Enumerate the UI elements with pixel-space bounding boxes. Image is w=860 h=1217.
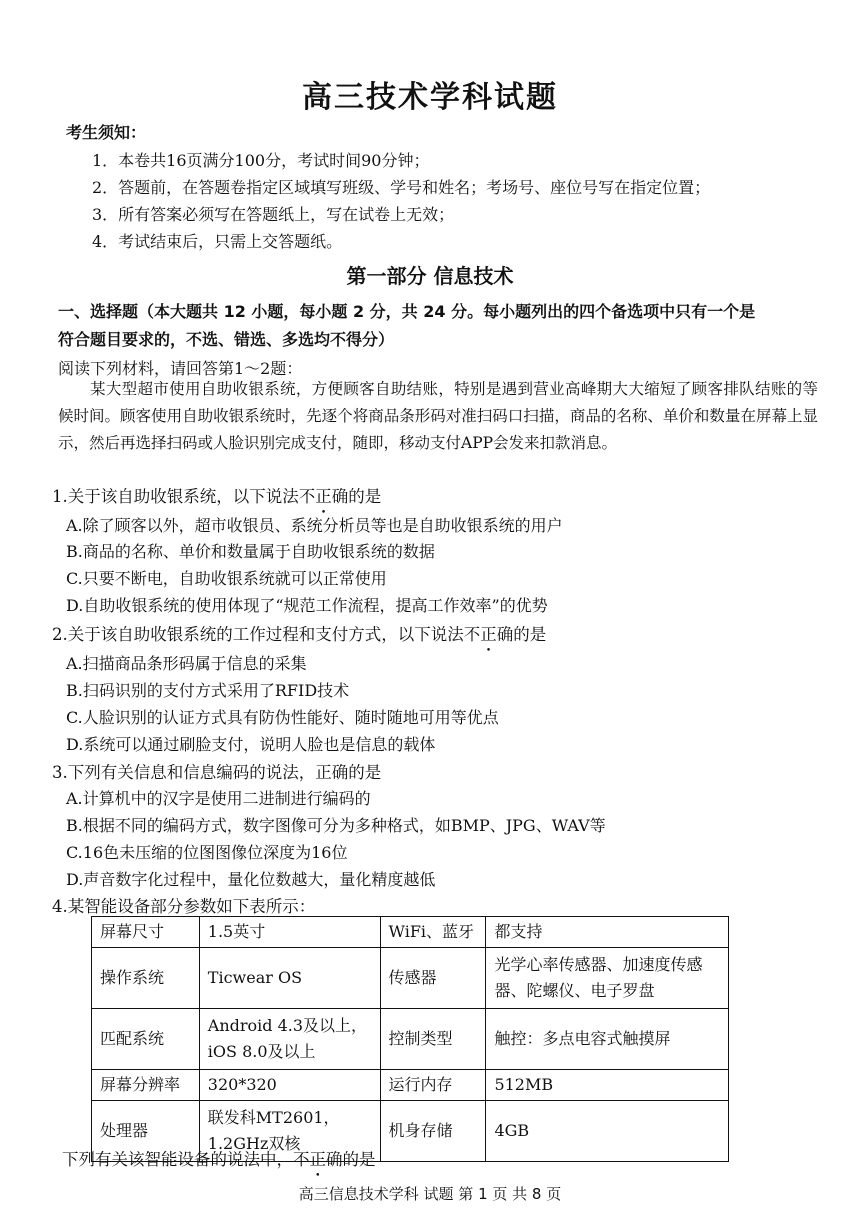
question-2-option-d: D.系统可以通过刷脸支付，说明人脸也是信息的载体	[66, 735, 436, 754]
emphasis-text: 不正确	[463, 625, 514, 644]
notice-item: 1．本卷共16页满分100分，考试时间90分钟；	[92, 151, 430, 170]
table-cell: 1.5英寸	[199, 917, 380, 948]
table-cell: 传感器	[380, 948, 486, 1009]
notice-item: 4．考试结束后，只需上交答题纸。	[92, 232, 343, 251]
table-cell: 触控：多点电容式触摸屏	[486, 1009, 729, 1070]
part-title: 第一部分 信息技术	[346, 264, 514, 288]
table-cell: 320*320	[199, 1070, 380, 1101]
question-3-option-d: D.声音数字化过程中，量化位数越大，量化精度越低	[66, 870, 436, 889]
table-cell: 控制类型	[380, 1009, 486, 1070]
emphasis-text: 不正确	[298, 487, 349, 506]
table-row	[92, 1009, 729, 1070]
spec-table	[91, 916, 729, 1162]
table-cell: 512MB	[486, 1070, 729, 1101]
table-cell: 联发科MT2601，1.2GHz双核	[199, 1101, 380, 1162]
table-cell: 都支持	[486, 917, 729, 948]
emphasis-text: 不正确	[293, 1150, 343, 1169]
table-cell: 4GB	[486, 1101, 729, 1162]
question-3-option-c: C.16色未压缩的位图图像位深度为16位	[66, 843, 348, 862]
question-1-option-c: C.只要不断电，自助收银系统就可以正常使用	[66, 569, 387, 588]
table-cell: 机身存储	[380, 1101, 486, 1162]
question-3-option-a: A.计算机中的汉字是使用二进制进行编码的	[66, 789, 371, 808]
question-1-stem: 1.关于该自助收银系统，以下说法不正确的是	[52, 487, 382, 506]
section-heading-line1: 一、选择题（本大题共 12 小题，每小题 2 分，共 24 分。每小题列出的四个备选项中只有一个是	[58, 302, 756, 321]
question-2-stem: 2.关于该自助收银系统的工作过程和支付方式，以下说法不正确的是	[52, 625, 547, 644]
question-2-option-a: A.扫描商品条形码属于信息的采集	[66, 654, 307, 673]
page-title: 高三技术学科试题	[302, 80, 558, 115]
table-row	[92, 917, 729, 948]
question-1-option-d: D.自助收银系统的使用体现了“规范工作流程，提高工作效率”的优势	[66, 596, 548, 615]
section-heading-line2: 符合题目要求的，不选、错选、多选均不得分）	[58, 330, 395, 349]
reading-material: 某大型超市使用自助收银系统，方便顾客自助结账，特别是遇到营业高峰期大大缩短了顾客排队结账的等候时间。顾客使用自助收银系统时，先逐个将商品条形码对准扫码口扫描，商品的名称、单价和数量在屏幕上显示，然后再选择扫码或人脸识别完成支付，随即，移动支付APP会发来扣款消息。	[58, 380, 818, 452]
page-footer: 高三信息技术学科 试题 第 1 页 共 8 页	[298, 1185, 562, 1203]
question-2-option-c: C.人脸识别的认证方式具有防伪性能好、随时随地可用等优点	[66, 708, 499, 727]
table-cell: 匹配系统	[92, 1009, 200, 1070]
question-3-stem: 3.下列有关信息和信息编码的说法，正确的是	[52, 763, 382, 782]
question-1-option-a: A.除了顾客以外，超市收银员、系统分析员等也是自助收银系统的用户	[66, 516, 563, 535]
table-cell: Android 4.3及以上，iOS 8.0及以上	[199, 1009, 380, 1070]
table-cell: 光学心率传感器、加速度传感器、陀螺仪、电子罗盘	[486, 948, 729, 1009]
notice-heading: 考生须知：	[66, 123, 147, 142]
question-2-option-b: B.扫码识别的支付方式采用了RFID技术	[66, 681, 350, 700]
question-4-follow: 下列有关该智能设备的说法中，不正确的是	[62, 1150, 376, 1169]
table-cell: 屏幕分辨率	[92, 1070, 200, 1101]
table-row	[92, 948, 729, 1009]
table-cell: WiFi、蓝牙	[380, 917, 486, 948]
table-cell: Ticwear OS	[199, 948, 380, 1009]
question-3-option-b: B.根据不同的编码方式，数字图像可分为多种格式，如BMP、JPG、WAV等	[66, 816, 606, 835]
notice-item: 3．所有答案必须写在答题纸上，写在试卷上无效；	[92, 205, 455, 224]
table-row	[92, 1070, 729, 1101]
table-cell: 处理器	[92, 1101, 200, 1162]
table-cell: 屏幕尺寸	[92, 917, 200, 948]
table-cell: 运行内存	[380, 1070, 486, 1101]
question-1-option-b: B.商品的名称、单价和数量属于自助收银系统的数据	[66, 542, 435, 561]
table-cell: 操作系统	[92, 948, 200, 1009]
question-4-stem: 4.某智能设备部分参数如下表所示：	[52, 897, 316, 916]
reading-intro: 阅读下列材料，请回答第1～2题：	[58, 359, 303, 378]
notice-item: 2．答题前，在答题卷指定区域填写班级、学号和姓名；考场号、座位号写在指定位置；	[92, 178, 711, 197]
